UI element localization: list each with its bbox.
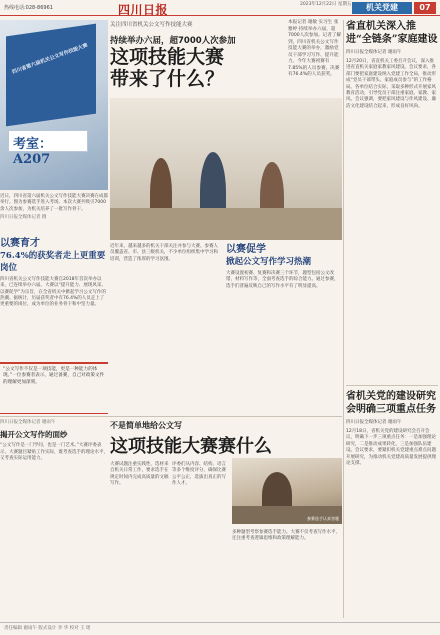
middle-heading-pre: 以赛促学	[226, 244, 266, 255]
middle-body-1: 近年来，越来越多的机关干部关注并参与大赛。参赛人员覆盖省、市、县三级机关，不少单位组织集中学习和培训，营造了浓厚的学习氛围。	[110, 244, 218, 262]
lower-left-body: “公文写作是一门学问，也是一门艺术。”大赛评委表示，大赛题目紧贴工作实际，既考查选手的理论水平，又考查实际运用能力。	[0, 443, 108, 461]
left-section	[0, 238, 108, 308]
lower-left-section	[0, 420, 108, 462]
masthead	[0, 0, 440, 16]
banner-text: 四川省第六届机关公文写作技能大赛	[11, 42, 89, 76]
section-heading-pre: 以赛育才	[0, 238, 40, 249]
column-divider	[343, 20, 344, 618]
right-article-body: 12月20日，省直机关工委召开会议，深入推进省直机关家庭家教家风建设。会议要求，各部门要把家庭建设纳入党建工作全局，推动形成“党员干部带头、家庭成员参与”的工作格局。各单位结合实际，采取多种形式开展家风教育活动，引导党员干部注重家庭、家教、家风。会议强调，要把家风建设与作风建设、廉洁文化建设结合起来，形成良好风尚。	[346, 59, 436, 109]
middle-heading: 掀起公文写作学习热潮	[226, 257, 312, 267]
lower-body-3: 多种题型考察参赛选手能力。大赛不仅考查写作水平，还注重考查逻辑思维和政策理解能力。	[232, 530, 340, 542]
section-divider	[346, 385, 438, 386]
photo-caption-small: 参赛选手认真答题	[307, 516, 339, 521]
issue-date: 2023年12月22日 星期五	[300, 2, 352, 7]
lower-headline-subtitle: 不是简单地给公文写	[110, 421, 182, 430]
page-number: 07	[414, 2, 436, 14]
exam-room-sign	[8, 130, 88, 167]
section-divider	[0, 416, 342, 417]
photo-caption-text: 近日，四川省第六届机关公文写作技能大赛决赛在成都举行。图为参赛选手进入考场。本次大赛共吸引7000余人次参加，为机关培养了一批写作骨干。	[0, 194, 108, 212]
lower-left-heading: 揭开公文写作的面纱	[0, 430, 68, 440]
kicker: 关注四川省机关公文写作技能大赛	[110, 22, 193, 28]
contestant-photo	[232, 458, 342, 524]
right-bottom-title: 省机关党的建设研究会明确三项重点任务	[346, 391, 436, 415]
right-article-byline: 四川日报全媒体记者 谢雨午	[346, 50, 402, 55]
exam-room-label: 考室：A207	[13, 137, 53, 167]
section-body: 四川省机关公文写作技能大赛自2018年首次举办以来，已连续举办六届。大赛以“提升能力、展现风采、以赛促学”为宗旨，在全省机关中掀起学习公文写作的热潮。据统计，历届获奖者中有76.4%的人员走上了更重要的岗位，成为单位的业务骨干和中坚力量。	[0, 277, 106, 308]
lead-text: 本报记者 谢敏 实习生 张雅婷 持续举办六届，超7000人次参加。记者了解到，四川省机关公文写作技能大赛的举办，激励党员干部学习写作、提升能力。今年大赛初赛有7.85%的人员参赛，决赛有76.4%的人员获奖。	[288, 20, 342, 77]
middle-section	[110, 244, 222, 263]
lower-body-2: 评委们从内容、结构、语言等多个维度评分，确保比赛公平公正，选拔出真正的写作人才。	[172, 462, 226, 486]
lower-headline: 这项技能大赛赛什么	[110, 436, 272, 457]
section-badge: 机关党建	[352, 2, 412, 14]
headline-main	[110, 46, 285, 90]
middle-section-2	[226, 244, 342, 290]
photo-credit: 四川日报全媒体记者 摄	[0, 214, 47, 220]
newspaper-logo: 四川日报	[118, 3, 169, 17]
exam-room-photo	[0, 20, 108, 190]
desk-surface	[110, 208, 342, 240]
lower-body-1: 大赛试题注重实践性，选材来自机关日常工作，要求选手在规定时间内完成高质量的文稿写作。	[110, 462, 169, 486]
page-footer: 责任编辑 谢雨午 版式设计 李 华 校对 王 珺	[0, 622, 440, 635]
photo-caption	[0, 194, 108, 221]
section-heading: 76.4%的获奖者走上更重要岗位	[0, 251, 106, 273]
headline-line-2: 带来了什么？	[110, 68, 225, 90]
right-article-bottom	[346, 390, 438, 467]
right-bottom-byline: 四川日报全媒体记者 谢雨午	[346, 420, 402, 425]
lower-byline: 四川日报全媒体记者 谢雨午	[0, 420, 56, 425]
quote-box: “公文写作不仅是一项技能，更是一种能力的体现。”一位参赛者表示，通过备赛，自己对政策文件的理解更加深刻。	[0, 362, 108, 414]
right-bottom-body: 12月18日，省机关党的建设研究会召开会议，明确下一步三项重点任务：一是加强理论研究，二是推动成果转化，三是加强队伍建设。会议要求，要紧扣机关党建重点难点问题开展研究，为推动机关党建高质量发展提供理论支撑。	[346, 429, 436, 467]
headline-line-1: 这项技能大赛	[110, 46, 225, 68]
headline-subtitle: 持续举办六届，超7000人次参加	[110, 36, 236, 46]
middle-body-2: 大赛设置初赛、复赛和决赛三个环节，题型包括公文改错、材料写作等，全面考查选手的综合能力。通过参赛，选手们普遍反映自己的写作水平有了明显提高。	[226, 271, 339, 289]
hotline-text: 热线电话:028-86961	[4, 5, 53, 11]
banner-graphic	[6, 24, 96, 127]
right-article-top	[346, 20, 438, 110]
exam-hall-photo	[110, 98, 342, 240]
right-article-title: 省直机关深入推进“全链条”家庭建设	[346, 21, 438, 45]
